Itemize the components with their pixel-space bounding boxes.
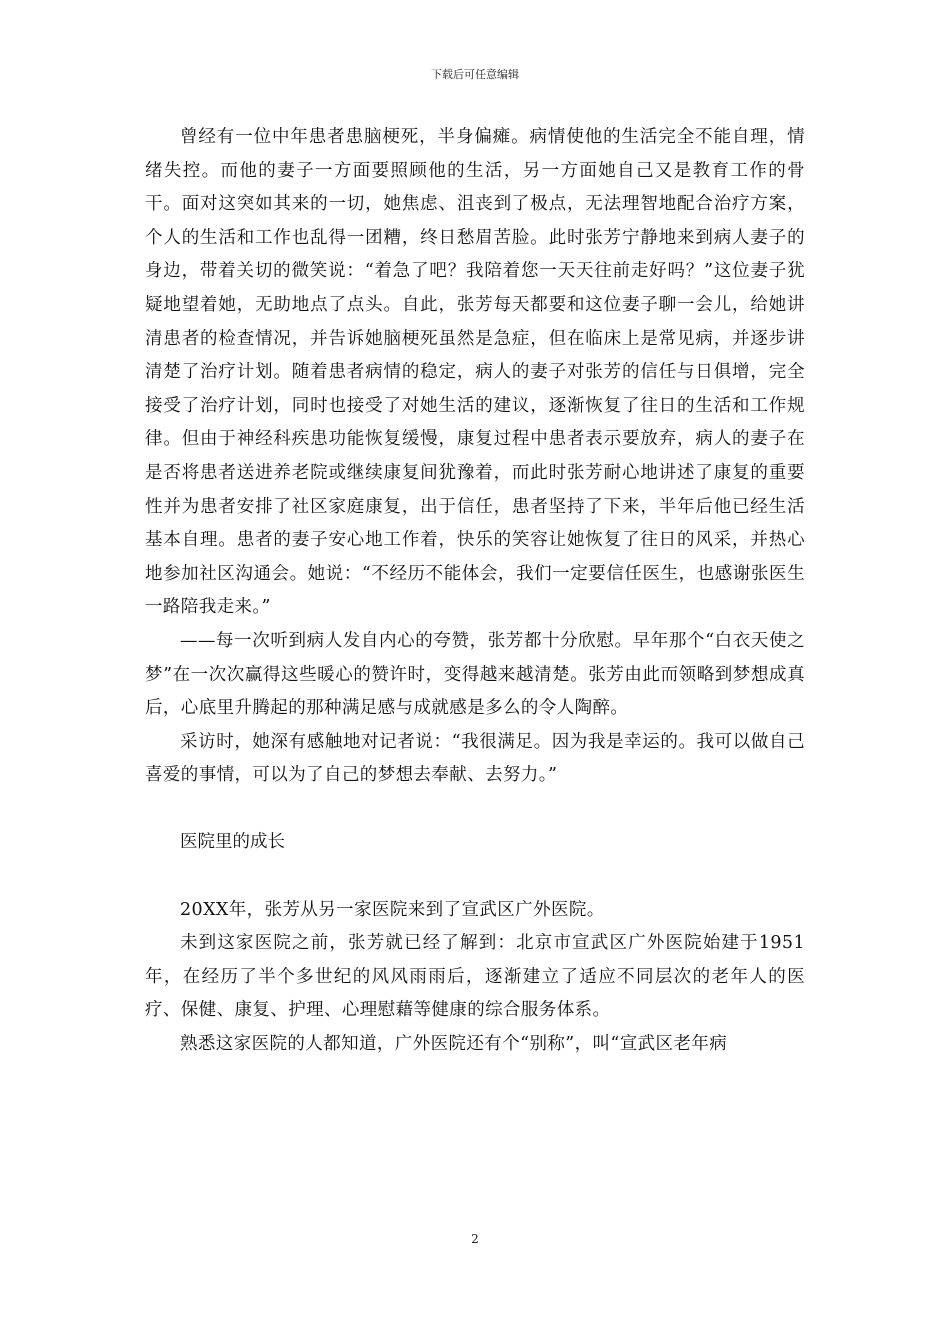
blank-line (145, 860, 805, 894)
page-header: 下载后可任意编辑 (431, 68, 519, 81)
document-body (145, 121, 805, 1062)
blank-line (145, 793, 805, 827)
paragraph-praise: ——每一次听到病人发自内心的夸赞，张芳都十分欣慰。早年那个“白衣天使之梦”在一次次赢得这些暖心的赞许时，变得越来越清楚。张芳由此而领略到梦想成真后，心底里升腾起的那种满足感与成就感是多么的令人陶醉。 (145, 630, 805, 719)
page-number: 2 (471, 1232, 479, 1246)
paragraph-patient-story: 曾经有一位中年患者患脑梗死，半身偏瘫。病情使他的生活完全不能自理，情绪失控。而他的妻子一方面要照顾他的生活，另一方面她自己又是教育工作的骨干。面对这突如其来的一切，她焦虑、沮丧到了极点，无法理智地配合治疗方案，个人的生活和工作也乱得一团糟，终日愁眉苦脸。此时张芳宁静地来到病人妻子的身边，带着关切的微笑说：“着急了吧？我陪着您一天天往前走好吗？”这位妻子犹疑地望着她，无助地点了点头。自此，张芳每天都要和这位妻子聊一会儿，给她讲清患者的检查情况，并告诉她脑梗死虽然是急症，但在临床上是常见病，并逐步讲清楚了治疗计划。随着患者病情的稳定，病人的妻子对张芳的信任与日俱增，完全接受了治疗计划，同时也接受了对她生活的建议，逐渐恢复了往日的生活和工作规律。但由于神经科疾患功能恢复缓慢，康复过程中患者表示要放弃，病人的妻子在是否将患者送进养老院或继续康复间犹豫着，而此时张芳耐心地讲述了康复的重要性并为患者安排了社区家庭康复，出于信任，患者坚持了下来，半年后他已经生活基本自理。患者的妻子安心地工作着，快乐的笑容让她恢复了往日的风采，并热心地参加社区沟通会。她说：“不经历不能体会，我们一定要信任医生，也感谢张医生一路陪我走来。” (145, 127, 805, 618)
paragraph-hospital-nickname: 熟悉这家医院的人都知道，广外医院还有个“别称”，叫“宣武区老年病 (180, 1034, 728, 1055)
paragraph-arrival: 20XX年，张芳从另一家医院来到了宣武区广外医院。 (180, 899, 605, 920)
paragraph-hospital-history: 未到这家医院之前，张芳就已经了解到：北京市宣武区广外医院始建于1951年，在经历了半个多世纪的风风雨雨后，逐渐建立了适应不同层次的老年人的医疗、保健、康复、护理、心理慰藉等健康的综合服务体系。 (145, 933, 805, 1021)
paragraph-interview: 采访时，她深有感触地对记者说：“我很满足。因为我是幸运的。我可以做自己喜爱的事情，可以为了自己的梦想去奉献、去努力。” (145, 731, 805, 786)
section-heading: 医院里的成长 (180, 832, 285, 853)
